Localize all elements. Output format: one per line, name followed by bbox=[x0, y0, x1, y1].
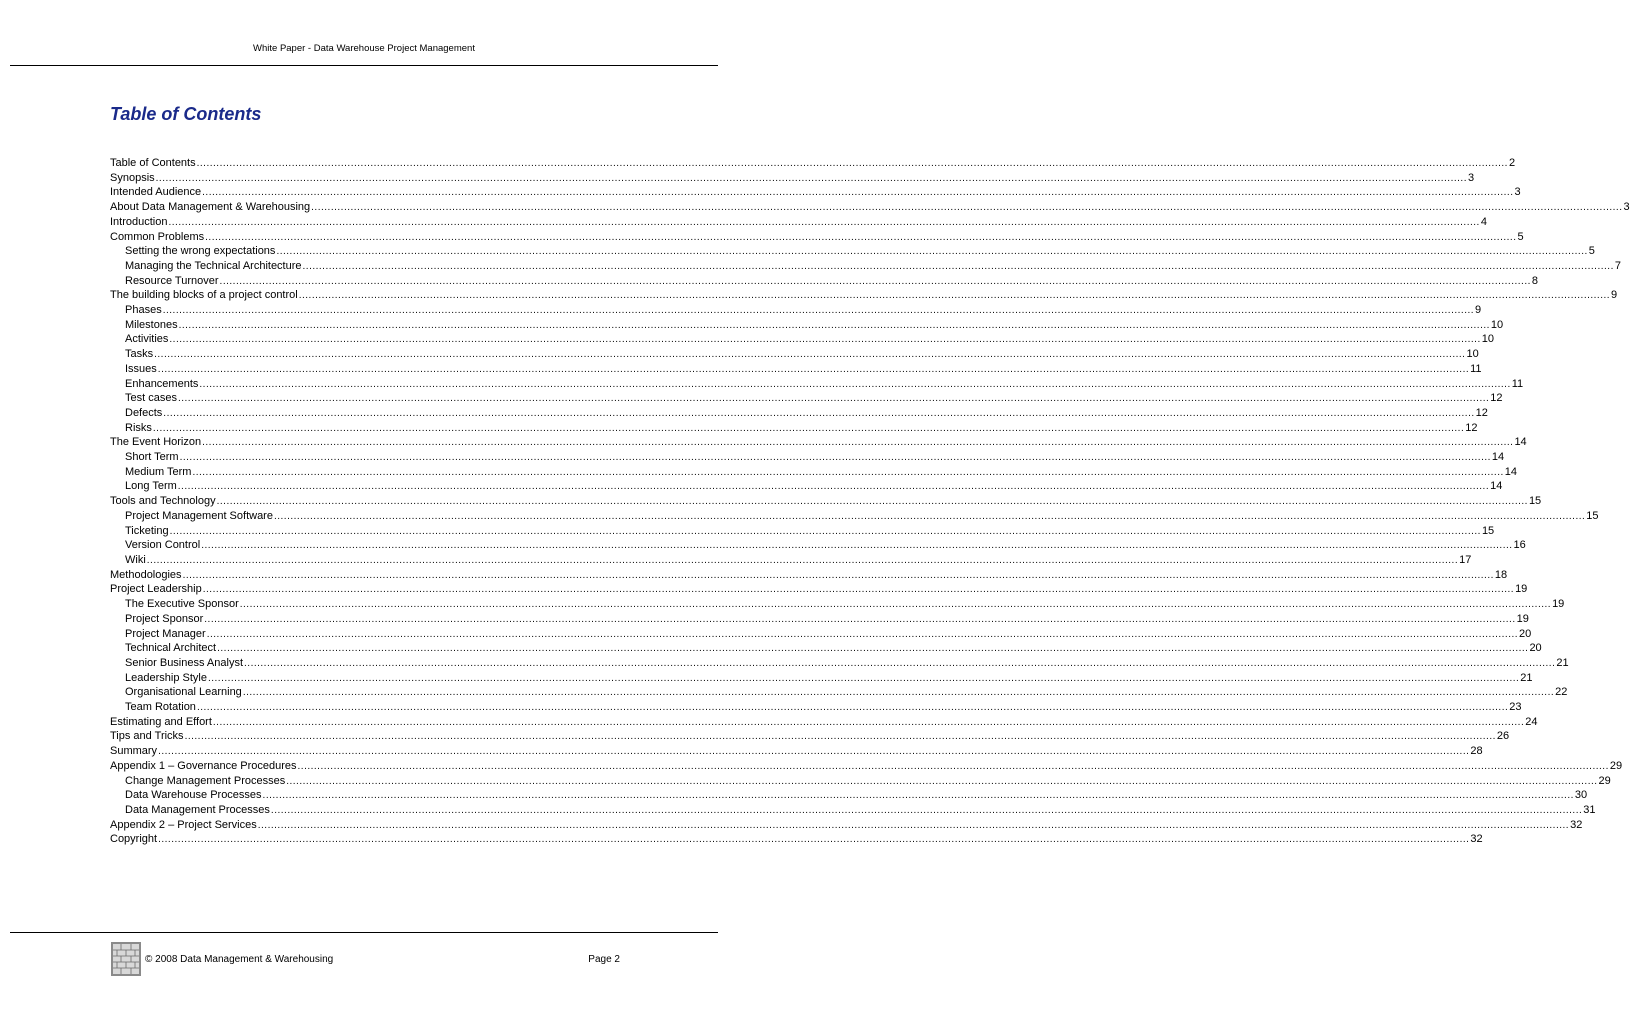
toc-entry-page: 12 bbox=[1490, 392, 1503, 405]
toc-entry-page: 19 bbox=[1515, 583, 1528, 596]
toc-entry[interactable] bbox=[110, 230, 1524, 245]
toc-entry[interactable] bbox=[110, 377, 1524, 392]
toc-entry-page: 9 bbox=[1611, 289, 1618, 302]
toc-entry-page: 12 bbox=[1465, 421, 1478, 434]
toc-dot-leader: ................................................................................................................................................................................................................................................................................................................................................................................................................ bbox=[257, 819, 1570, 831]
toc-entry-page: 12 bbox=[1475, 406, 1488, 419]
toc-dot-leader: ................................................................................................................................................................................................................................................................................................................................................................................................................ bbox=[184, 731, 1496, 743]
toc-entry[interactable] bbox=[110, 582, 1528, 597]
toc-entry-page: 21 bbox=[1556, 656, 1569, 669]
toc-entry-page: 32 bbox=[1470, 833, 1483, 846]
toc-dot-leader: ................................................................................................................................................................................................................................................................................................................................................................................................................ bbox=[196, 702, 1509, 714]
toc-entry-title: Copyright bbox=[110, 833, 158, 846]
toc-entry-page: 14 bbox=[1514, 436, 1527, 449]
toc-dot-leader: ................................................................................................................................................................................................................................................................................................................................................................................................................ bbox=[146, 554, 1459, 566]
toc-entry-page: 5 bbox=[1517, 230, 1524, 243]
toc-entry-page: 16 bbox=[1513, 539, 1526, 552]
toc-entry-title: Tasks bbox=[125, 348, 154, 361]
toc-entry[interactable] bbox=[110, 362, 1482, 377]
toc-dot-leader: ................................................................................................................................................................................................................................................................................................................................................................................................................ bbox=[169, 334, 1481, 346]
toc-entry-title: Activities bbox=[125, 333, 169, 346]
toc-dot-leader: ................................................................................................................................................................................................................................................................................................................................................................................................................ bbox=[297, 760, 1609, 772]
toc-entry-title: Technical Architect bbox=[125, 642, 217, 655]
toc-dot-leader: ................................................................................................................................................................................................................................................................................................................................................................................................................ bbox=[182, 569, 1494, 581]
toc-dot-leader: ................................................................................................................................................................................................................................................................................................................................................................................................................ bbox=[169, 525, 1481, 537]
toc-entry-title: Change Management Processes bbox=[125, 774, 286, 787]
toc-entry-title: Test cases bbox=[125, 392, 177, 405]
toc-entry[interactable] bbox=[110, 244, 1595, 259]
toc-entry-title: Project Leadership bbox=[110, 583, 202, 596]
toc-dot-leader: ................................................................................................................................................................................................................................................................................................................................................................................................................ bbox=[276, 246, 1588, 258]
toc-entry-page: 30 bbox=[1574, 789, 1588, 802]
toc-entry-page: 14 bbox=[1491, 451, 1505, 464]
toc-dot-leader: ................................................................................................................................................................................................................................................................................................................................................................................................................ bbox=[158, 834, 1470, 846]
toc-entry[interactable] bbox=[110, 215, 1487, 230]
toc-entry-title: Long Term bbox=[125, 480, 177, 493]
toc-entry-title: Summary bbox=[110, 745, 158, 758]
toc-entry-title: Enhancements bbox=[125, 377, 199, 390]
toc-dot-leader: ................................................................................................................................................................................................................................................................................................................................................................................................................ bbox=[162, 305, 1475, 317]
toc-entry-page: 10 bbox=[1481, 333, 1494, 346]
toc-entry-page: 29 bbox=[1609, 759, 1623, 772]
toc-entry-page: 29 bbox=[1598, 774, 1611, 787]
toc-entry-page: 15 bbox=[1586, 509, 1599, 522]
toc-dot-leader: ................................................................................................................................................................................................................................................................................................................................................................................................................ bbox=[202, 584, 1515, 596]
toc-entry[interactable] bbox=[110, 538, 1526, 553]
toc-entry-page: 28 bbox=[1470, 745, 1483, 758]
toc-dot-leader: ................................................................................................................................................................................................................................................................................................................................................................................................................ bbox=[244, 657, 1556, 669]
toc-entry-title: Medium Term bbox=[125, 465, 192, 478]
toc-entry-page: 21 bbox=[1520, 671, 1533, 684]
toc-entry-title: Intended Audience bbox=[110, 186, 202, 199]
toc-heading: Table of Contents bbox=[110, 104, 262, 124]
toc-entry-page: 2 bbox=[1508, 157, 1516, 169]
toc-entry[interactable] bbox=[110, 435, 1527, 450]
toc-entry-page: 10 bbox=[1490, 318, 1504, 331]
toc-entry[interactable] bbox=[110, 406, 1488, 421]
toc-entry[interactable] bbox=[110, 391, 1503, 406]
toc-entry-page: 11 bbox=[1511, 377, 1524, 390]
toc-entry-title: Table of Contents bbox=[110, 157, 196, 169]
toc-entry[interactable] bbox=[110, 553, 1472, 568]
toc-entry-page: 17 bbox=[1459, 553, 1472, 566]
toc-entry-title: Resource Turnover bbox=[125, 274, 219, 287]
toc-entry[interactable] bbox=[110, 450, 1505, 465]
toc-entry[interactable] bbox=[110, 627, 1532, 642]
toc-entry[interactable] bbox=[110, 803, 1596, 818]
toc-entry-title: The Event Horizon bbox=[110, 436, 202, 449]
toc-entry-title: Defects bbox=[125, 406, 163, 419]
toc-dot-leader: ................................................................................................................................................................................................................................................................................................................................................................................................................ bbox=[158, 746, 1470, 758]
toc-entry-page: 4 bbox=[1480, 215, 1487, 228]
toc-entry-title: Estimating and Effort bbox=[110, 715, 212, 728]
toc-entry-title: Appendix 1 – Governance Procedures bbox=[110, 759, 297, 772]
toc-entry[interactable] bbox=[110, 171, 1475, 186]
toc-entry[interactable] bbox=[110, 671, 1533, 686]
toc-entry[interactable] bbox=[110, 832, 1483, 847]
toc-entry-page: 7 bbox=[1614, 259, 1621, 272]
toc-dot-leader: ................................................................................................................................................................................................................................................................................................................................................................................................................ bbox=[152, 422, 1465, 434]
toc-entry-page: 20 bbox=[1529, 642, 1542, 655]
toc-entry-title: Issues bbox=[125, 362, 157, 375]
toc-entry-title: Project Management Software bbox=[125, 509, 273, 522]
toc-dot-leader: ................................................................................................................................................................................................................................................................................................................................................................................................................ bbox=[154, 349, 1466, 361]
toc-entry[interactable] bbox=[110, 156, 1516, 171]
toc-dot-leader: ................................................................................................................................................................................................................................................................................................................................................................................................................ bbox=[216, 496, 1528, 508]
toc-entry-title: Project Sponsor bbox=[125, 612, 204, 625]
toc-entry-page: 15 bbox=[1481, 524, 1495, 537]
toc-entry-page: 23 bbox=[1509, 701, 1522, 714]
toc-dot-leader: ................................................................................................................................................................................................................................................................................................................................................................................................................ bbox=[168, 216, 1480, 228]
toc-entry-page: 15 bbox=[1528, 495, 1542, 508]
toc-dot-leader: ................................................................................................................................................................................................................................................................................................................................................................................................................ bbox=[202, 187, 1514, 199]
toc-entry[interactable] bbox=[110, 656, 1569, 671]
toc-dot-leader: ................................................................................................................................................................................................................................................................................................................................................................................................................ bbox=[311, 202, 1623, 214]
toc-entry[interactable] bbox=[110, 700, 1522, 715]
toc-dot-leader: ................................................................................................................................................................................................................................................................................................................................................................................................................ bbox=[206, 628, 1519, 640]
toc-entry-title: Phases bbox=[125, 304, 162, 317]
toc-entry-title: Data Management Processes bbox=[125, 803, 270, 816]
toc-entry-title: Synopsis bbox=[110, 171, 155, 184]
toc-dot-leader: ................................................................................................................................................................................................................................................................................................................................................................................................................ bbox=[199, 378, 1511, 390]
toc-dot-leader: ................................................................................................................................................................................................................................................................................................................................................................................................................ bbox=[273, 510, 1586, 522]
toc-entry[interactable] bbox=[110, 759, 1623, 774]
toc-entry[interactable] bbox=[110, 274, 1538, 289]
toc-entry[interactable] bbox=[110, 774, 1611, 789]
toc-entry[interactable] bbox=[110, 494, 1542, 509]
toc-entry-title: Senior Business Analyst bbox=[125, 656, 244, 669]
toc-entry[interactable] bbox=[110, 612, 1529, 627]
toc-dot-leader: ................................................................................................................................................................................................................................................................................................................................................................................................................ bbox=[205, 231, 1517, 243]
toc-entry-page: 19 bbox=[1552, 598, 1565, 611]
toc-entry-page: 5 bbox=[1588, 245, 1595, 258]
toc-entry-title: Tips and Tricks bbox=[110, 730, 184, 743]
toc-entry[interactable] bbox=[110, 568, 1508, 583]
toc-dot-leader: ................................................................................................................................................................................................................................................................................................................................................................................................................ bbox=[192, 466, 1504, 478]
toc-entry[interactable] bbox=[110, 685, 1568, 700]
toc-entry[interactable] bbox=[110, 479, 1503, 494]
toc-dot-leader: ................................................................................................................................................................................................................................................................................................................................................................................................................ bbox=[286, 775, 1598, 787]
toc-entry-page: 26 bbox=[1496, 730, 1510, 743]
toc-entry[interactable] bbox=[110, 259, 1621, 274]
toc-entry-title: Team Rotation bbox=[125, 701, 196, 714]
toc-entry-title: Risks bbox=[125, 421, 152, 434]
toc-dot-leader: ................................................................................................................................................................................................................................................................................................................................................................................................................ bbox=[201, 540, 1513, 552]
toc-entry-title: Setting the wrong expectations bbox=[125, 245, 276, 258]
header-divider bbox=[10, 65, 718, 66]
toc-dot-leader: ................................................................................................................................................................................................................................................................................................................................................................................................................ bbox=[179, 452, 1491, 464]
toc-entry-title: Appendix 2 – Project Services bbox=[110, 818, 257, 831]
toc-entry-title: Leadership Style bbox=[125, 671, 207, 684]
toc-list bbox=[110, 156, 1630, 847]
toc-dot-leader: ................................................................................................................................................................................................................................................................................................................................................................................................................ bbox=[202, 437, 1514, 449]
footer-divider bbox=[10, 932, 718, 933]
footer-page-number: Page 2 bbox=[588, 954, 620, 965]
toc-entry-page: 32 bbox=[1570, 818, 1583, 831]
toc-entry-title: Organisational Learning bbox=[125, 686, 242, 699]
toc-entry[interactable] bbox=[110, 465, 1518, 480]
toc-entry-page: 31 bbox=[1583, 803, 1596, 816]
toc-dot-leader: ................................................................................................................................................................................................................................................................................................................................................................................................................ bbox=[155, 172, 1467, 184]
toc-entry[interactable] bbox=[110, 509, 1599, 524]
toc-entry[interactable] bbox=[110, 597, 1565, 612]
toc-entry[interactable] bbox=[110, 185, 1521, 200]
footer-copyright: © 2008 Data Management & Warehousing bbox=[145, 954, 334, 965]
toc-dot-leader: ................................................................................................................................................................................................................................................................................................................................................................................................................ bbox=[177, 393, 1490, 405]
toc-dot-leader: ................................................................................................................................................................................................................................................................................................................................................................................................................ bbox=[177, 481, 1490, 493]
toc-entry-title: Wiki bbox=[125, 553, 146, 566]
toc-entry[interactable] bbox=[110, 200, 1630, 215]
toc-entry-page: 10 bbox=[1466, 348, 1479, 361]
toc-entry[interactable] bbox=[110, 288, 1618, 303]
toc-dot-leader: ................................................................................................................................................................................................................................................................................................................................................................................................................ bbox=[217, 643, 1529, 655]
toc-entry-page: 22 bbox=[1555, 686, 1568, 699]
toc-entry-title: The Executive Sponsor bbox=[125, 598, 239, 611]
toc-entry-page: 14 bbox=[1490, 480, 1503, 493]
toc-entry-page: 11 bbox=[1470, 362, 1482, 375]
toc-dot-leader: ................................................................................................................................................................................................................................................................................................................................................................................................................ bbox=[302, 260, 1614, 272]
toc-entry-title: The building blocks of a project control bbox=[110, 289, 298, 302]
toc-dot-leader: ................................................................................................................................................................................................................................................................................................................................................................................................................ bbox=[270, 804, 1583, 816]
toc-entry[interactable] bbox=[110, 347, 1479, 362]
toc-dot-leader: ................................................................................................................................................................................................................................................................................................................................................................................................................ bbox=[163, 407, 1475, 419]
toc-entry-page: 9 bbox=[1475, 304, 1482, 317]
toc-entry-page: 20 bbox=[1519, 627, 1532, 640]
toc-entry-title: Common Problems bbox=[110, 230, 205, 243]
toc-dot-leader: ................................................................................................................................................................................................................................................................................................................................................................................................................ bbox=[196, 158, 1508, 169]
toc-dot-leader: ................................................................................................................................................................................................................................................................................................................................................................................................................ bbox=[262, 790, 1574, 802]
toc-dot-leader: ................................................................................................................................................................................................................................................................................................................................................................................................................ bbox=[204, 613, 1516, 625]
toc-dot-leader: ................................................................................................................................................................................................................................................................................................................................................................................................................ bbox=[242, 687, 1555, 699]
toc-entry-page: 18 bbox=[1494, 568, 1508, 581]
toc-dot-leader: ................................................................................................................................................................................................................................................................................................................................................................................................................ bbox=[157, 363, 1470, 375]
toc-entry-title: Milestones bbox=[125, 318, 178, 331]
toc-dot-leader: ................................................................................................................................................................................................................................................................................................................................................................................................................ bbox=[219, 275, 1531, 287]
toc-entry-title: Short Term bbox=[125, 451, 179, 464]
toc-entry-page: 24 bbox=[1525, 715, 1538, 728]
toc-entry[interactable] bbox=[110, 818, 1583, 833]
toc-entry[interactable] bbox=[110, 744, 1483, 759]
toc-entry[interactable] bbox=[110, 524, 1495, 539]
toc-entry[interactable] bbox=[110, 641, 1542, 656]
toc-entry-title: Managing the Technical Architecture bbox=[125, 259, 302, 272]
toc-dot-leader: ................................................................................................................................................................................................................................................................................................................................................................................................................ bbox=[207, 672, 1520, 684]
running-header: White Paper - Data Warehouse Project Management bbox=[253, 43, 475, 54]
toc-entry[interactable] bbox=[110, 788, 1588, 803]
brick-wall-logo-icon bbox=[111, 942, 141, 976]
toc-entry[interactable] bbox=[110, 715, 1538, 730]
toc-entry-page: 8 bbox=[1531, 274, 1538, 287]
toc-entry[interactable] bbox=[110, 303, 1482, 318]
toc-entry-title: Methodologies bbox=[110, 568, 182, 581]
toc-entry-title: Project Manager bbox=[125, 627, 206, 640]
toc-entry-page: 14 bbox=[1504, 465, 1518, 478]
toc-dot-leader: ................................................................................................................................................................................................................................................................................................................................................................................................................ bbox=[212, 716, 1525, 728]
toc-entry-title: Data Warehouse Processes bbox=[125, 789, 262, 802]
toc-entry-page: 19 bbox=[1516, 612, 1529, 625]
toc-entry-page: 3 bbox=[1514, 186, 1521, 199]
toc-dot-leader: ................................................................................................................................................................................................................................................................................................................................................................................................................ bbox=[178, 319, 1490, 331]
toc-entry[interactable] bbox=[110, 332, 1494, 347]
toc-entry-title: About Data Management & Warehousing bbox=[110, 201, 311, 214]
toc-entry[interactable] bbox=[110, 729, 1510, 744]
toc-dot-leader: ................................................................................................................................................................................................................................................................................................................................................................................................................ bbox=[298, 290, 1611, 302]
toc-entry[interactable] bbox=[110, 318, 1504, 333]
toc-dot-leader: ................................................................................................................................................................................................................................................................................................................................................................................................................ bbox=[239, 599, 1552, 611]
toc-entry-title: Introduction bbox=[110, 215, 168, 228]
toc-entry-title: Version Control bbox=[125, 539, 201, 552]
toc-entry-title: Tools and Technology bbox=[110, 495, 216, 508]
toc-entry[interactable] bbox=[110, 421, 1478, 436]
toc-entry-page: 3 bbox=[1467, 171, 1475, 184]
toc-entry-page: 3 bbox=[1623, 201, 1630, 214]
toc-entry-title: Ticketing bbox=[125, 524, 169, 537]
